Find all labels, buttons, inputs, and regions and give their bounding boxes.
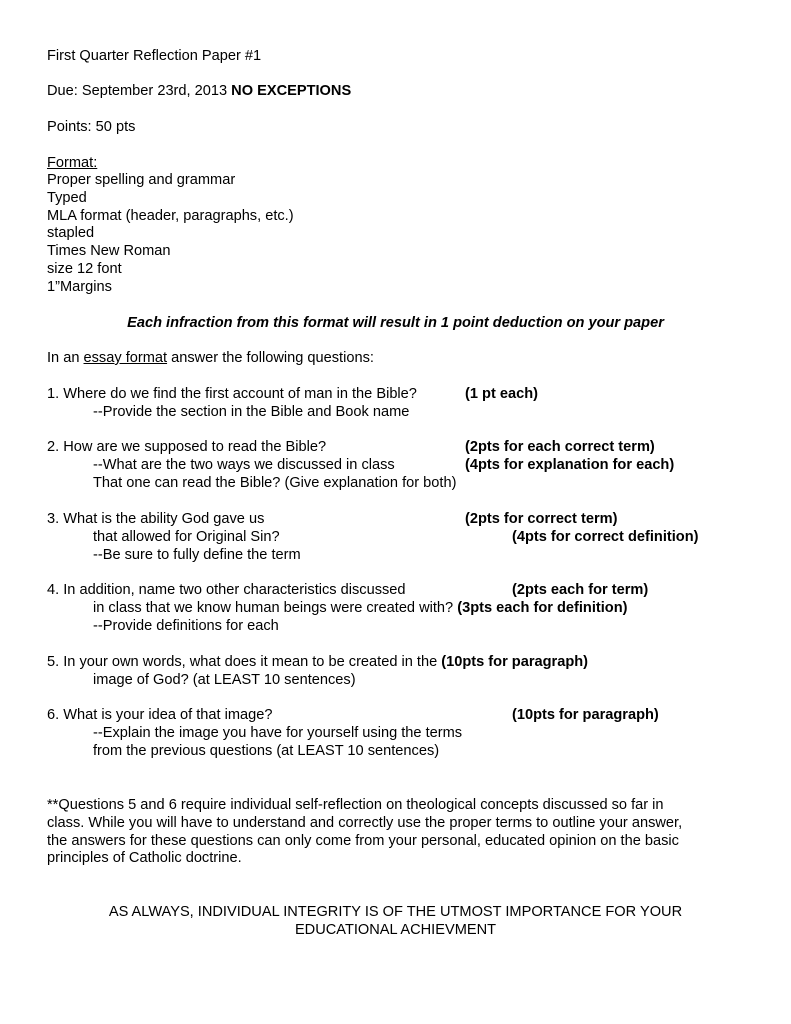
question-6-detail-2: from the previous questions (at LEAST 10 sentences) — [93, 743, 440, 759]
question-4: 4. In addition, name two other characteristics discussed — [47, 582, 406, 598]
format-item: Proper spelling and grammar — [47, 172, 236, 188]
question-5-points: (10pts for paragraph) — [441, 654, 589, 670]
question-6: 6. What is your idea of that image? — [47, 707, 273, 723]
format-heading: Format: — [47, 155, 98, 171]
format-item: stapled — [47, 225, 95, 241]
question-5 — [47, 653, 588, 671]
intro-text: answer the following questions: — [167, 350, 374, 366]
format-item: 1”Margins — [47, 279, 112, 295]
question-2-points: (2pts for each correct term) — [465, 439, 655, 455]
question-4-detail — [93, 599, 628, 617]
note-line: principles of Catholic doctrine. — [47, 850, 242, 866]
closing-line: EDUCATIONAL ACHIEVMENT — [294, 922, 497, 938]
question-2-points-2: (4pts for explanation for each) — [465, 457, 675, 473]
points-total: Points: 50 pts — [47, 119, 136, 135]
format-item: size 12 font — [47, 261, 122, 277]
due-label: Due: September 23rd, 2013 — [47, 83, 232, 99]
format-item: Times New Roman — [47, 243, 171, 259]
question-4-detail-text: in class that we know human beings were created with? — [93, 600, 454, 616]
question-3-detail: that allowed for Original Sin? — [93, 529, 280, 545]
question-6-detail: --Explain the image you have for yourself using the terms — [93, 725, 463, 741]
format-warning: Each infraction from this format will result in 1 point deduction on your paper — [127, 315, 664, 331]
note-line: **Questions 5 and 6 require individual self-reflection on theological concepts discussed so far in — [47, 797, 664, 813]
question-1-detail: --Provide the section in the Bible and Book name — [93, 404, 410, 420]
due-emphasis: NO EXCEPTIONS — [231, 83, 352, 99]
question-3-points: (2pts for correct term) — [465, 511, 618, 527]
question-2: 2. How are we supposed to read the Bible? — [47, 439, 327, 455]
question-3-detail-2: --Be sure to fully define the term — [93, 547, 301, 563]
question-5-text: 5. In your own words, what does it mean to be created in the — [47, 654, 438, 670]
question-2-detail: --What are the two ways we discussed in class — [93, 457, 395, 473]
format-item: MLA format (header, paragraphs, etc.) — [47, 208, 294, 224]
essay-format-underlined: essay format — [83, 350, 168, 366]
question-3-points-2: (4pts for correct definition) — [512, 529, 699, 545]
format-item: Typed — [47, 190, 87, 206]
question-3: 3. What is the ability God gave us — [47, 511, 265, 527]
note-line: the answers for these questions can only come from your personal, educated opinion on the basic — [47, 833, 679, 849]
intro-text: In an — [47, 350, 84, 366]
question-4-detail-2: --Provide definitions for each — [93, 618, 279, 634]
document-title: First Quarter Reflection Paper #1 — [47, 48, 262, 64]
question-4-points: (2pts each for term) — [512, 582, 649, 598]
question-4-points-2: (3pts each for definition) — [457, 600, 628, 616]
intro-line — [47, 349, 374, 367]
closing-line: AS ALWAYS, INDIVIDUAL INTEGRITY IS OF THE UTMOST IMPORTANCE FOR YOUR — [108, 904, 683, 920]
question-2-detail-2: That one can read the Bible? (Give explanation for both) — [93, 475, 457, 491]
question-1: 1. Where do we find the first account of man in the Bible? — [47, 386, 417, 402]
note-line: class. While you will have to understand and correctly use the proper terms to outline your answer, — [47, 815, 683, 831]
question-5-detail: image of God? (at LEAST 10 sentences) — [93, 672, 356, 688]
question-6-points: (10pts for paragraph) — [512, 707, 659, 723]
due-date — [47, 82, 351, 100]
question-1-points: (1 pt each) — [465, 386, 538, 402]
